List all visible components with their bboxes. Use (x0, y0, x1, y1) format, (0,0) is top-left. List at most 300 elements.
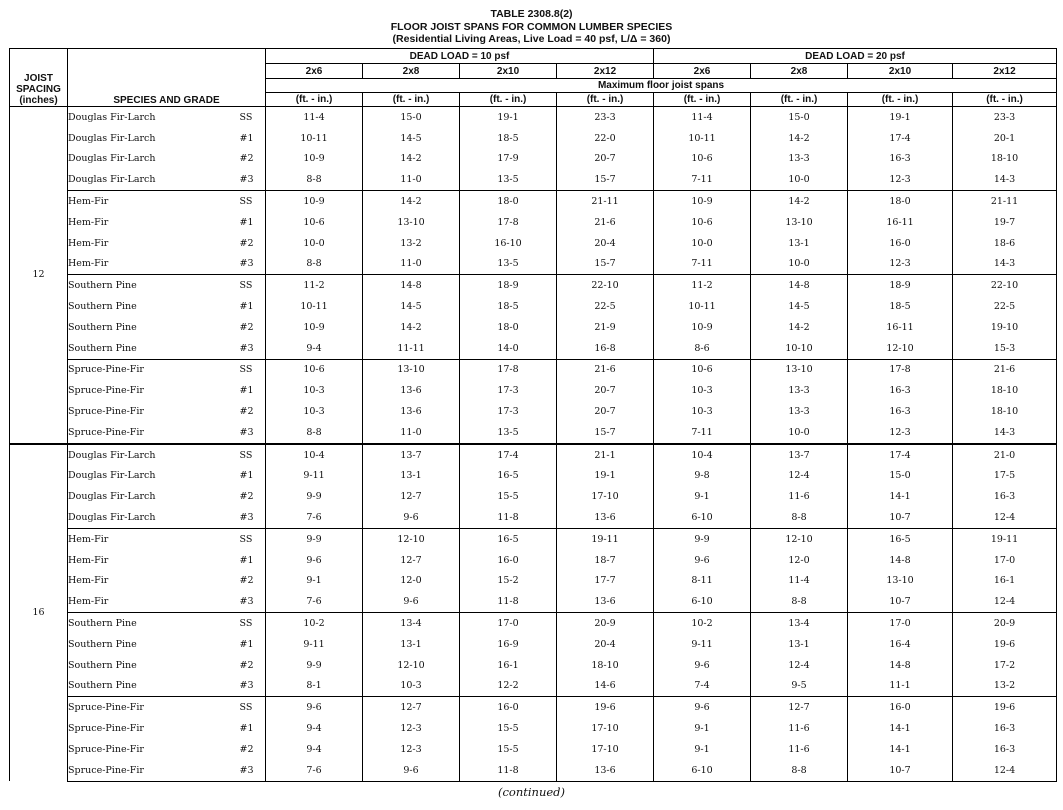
span-value: 9-4 (266, 338, 363, 359)
grade: #3 (240, 338, 266, 359)
span-value: 16-3 (848, 149, 953, 170)
span-value: 13-10 (751, 359, 848, 380)
table-row (10, 107, 1057, 128)
span-value: 16-11 (848, 212, 953, 233)
span-value: 11-11 (363, 338, 460, 359)
span-value: 16-1 (953, 571, 1057, 592)
span-value: 12-10 (363, 655, 460, 676)
grade: #2 (240, 401, 266, 422)
span-value: 13-4 (363, 613, 460, 634)
species-name: Douglas Fir-Larch (68, 153, 156, 165)
span-value: 11-8 (460, 507, 557, 528)
table-header (10, 49, 1057, 107)
span-value: 13-2 (363, 233, 460, 254)
grade: #1 (240, 550, 266, 571)
joist-spacing-header-line2: SPACING (16, 84, 61, 95)
span-value: 16-3 (953, 486, 1057, 507)
span-value: 17-4 (848, 444, 953, 466)
span-value: 18-10 (953, 380, 1057, 401)
size-header: 2x12 (953, 64, 1057, 79)
span-value: 14-5 (363, 296, 460, 317)
span-value: 11-0 (363, 254, 460, 275)
span-value: 12-4 (751, 655, 848, 676)
table-row (10, 233, 1057, 254)
table-title: FLOOR JOIST SPANS FOR COMMON LUMBER SPECIES (390, 21, 673, 33)
species-name: Douglas Fir-Larch (68, 132, 156, 144)
span-value: 10-3 (363, 676, 460, 697)
span-value: 13-7 (363, 444, 460, 466)
span-value: 14-2 (363, 149, 460, 170)
size-header: 2x8 (751, 64, 848, 79)
span-value: 11-1 (848, 676, 953, 697)
span-value: 14-8 (848, 655, 953, 676)
unit-header: (ft. - in.) (557, 93, 654, 107)
span-value: 20-7 (557, 401, 654, 422)
span-value: 21-11 (953, 191, 1057, 212)
span-value: 13-3 (751, 149, 848, 170)
span-value: 22-5 (953, 296, 1057, 317)
unit-header: (ft. - in.) (953, 93, 1057, 107)
span-value: 15-5 (460, 486, 557, 507)
species-name: Douglas Fir-Larch (68, 174, 156, 186)
span-value: 17-4 (848, 128, 953, 149)
span-value: 8-1 (266, 676, 363, 697)
size-header: 2x10 (848, 64, 953, 79)
span-value: 10-9 (654, 317, 751, 338)
span-value: 22-10 (557, 275, 654, 296)
table-subtitle: (Residential Living Areas, Live Load = 40 psf, L/Δ = 360) (392, 33, 671, 45)
span-value: 10-11 (266, 128, 363, 149)
table-row (10, 550, 1057, 571)
table-number: TABLE 2308.8(2) (490, 8, 573, 20)
table-row (10, 359, 1057, 380)
span-value: 15-7 (557, 254, 654, 275)
span-value: 21-6 (557, 212, 654, 233)
unit-header: (ft. - in.) (751, 93, 848, 107)
grade: #3 (240, 676, 266, 697)
span-value: 10-4 (654, 444, 751, 466)
span-value: 9-11 (654, 634, 751, 655)
span-value: 10-11 (266, 296, 363, 317)
species-name: Douglas Fir-Larch (68, 470, 156, 482)
unit-header: (ft. - in.) (363, 93, 460, 107)
span-value: 11-6 (751, 486, 848, 507)
span-value: 16-1 (460, 655, 557, 676)
table-row (10, 486, 1057, 507)
grade: #2 (240, 317, 266, 338)
span-value: 20-9 (557, 613, 654, 634)
span-value: 18-0 (848, 191, 953, 212)
species-name: Southern Pine (68, 638, 137, 650)
grade: #1 (240, 718, 266, 739)
span-value: 7-6 (266, 507, 363, 528)
span-value: 7-11 (654, 422, 751, 444)
span-value: 11-4 (751, 571, 848, 592)
table-row (10, 697, 1057, 718)
span-value: 10-3 (654, 380, 751, 401)
span-value: 17-0 (460, 613, 557, 634)
span-value: 11-4 (654, 107, 751, 128)
table-row (10, 676, 1057, 697)
species-name: Hem-Fir (68, 191, 240, 212)
span-value: 9-4 (266, 718, 363, 739)
span-value: 19-10 (953, 317, 1057, 338)
span-value: 10-6 (654, 149, 751, 170)
table-row (10, 296, 1057, 317)
span-value: 14-2 (751, 191, 848, 212)
grade: #1 (240, 128, 266, 149)
span-value: 7-11 (654, 169, 751, 190)
joist-spacing-header-line3: (inches) (19, 95, 58, 106)
span-value: 12-7 (363, 697, 460, 718)
span-value: 10-9 (266, 191, 363, 212)
span-value: 10-0 (654, 233, 751, 254)
span-value: 10-11 (654, 128, 751, 149)
species-name: Southern Pine (68, 659, 137, 671)
species-name: Hem-Fir (68, 216, 109, 228)
span-value: 10-6 (266, 212, 363, 233)
span-value: 15-5 (460, 718, 557, 739)
span-value: 12-7 (751, 697, 848, 718)
span-value: 21-0 (953, 444, 1057, 466)
span-value: 12-2 (460, 676, 557, 697)
span-value: 17-10 (557, 739, 654, 760)
species-name: Hem-Fir (68, 258, 109, 270)
span-value: 11-0 (363, 169, 460, 190)
span-value: 13-6 (363, 401, 460, 422)
table-row (10, 275, 1057, 296)
unit-header: (ft. - in.) (460, 93, 557, 107)
species-name: Spruce-Pine-Fir (68, 359, 240, 380)
span-value: 17-8 (460, 359, 557, 380)
span-value: 22-0 (557, 128, 654, 149)
grade: #1 (240, 212, 266, 233)
span-value: 21-1 (557, 444, 654, 466)
span-value: 6-10 (654, 507, 751, 528)
grade: #3 (240, 169, 266, 190)
span-value: 20-4 (557, 233, 654, 254)
span-value: 16-0 (460, 697, 557, 718)
table-row (10, 422, 1057, 444)
span-value: 19-6 (953, 634, 1057, 655)
species-name: Spruce-Pine-Fir (68, 723, 144, 734)
grade: #3 (240, 760, 266, 781)
table-row (10, 634, 1057, 655)
span-value: 10-0 (266, 233, 363, 254)
span-value: 19-1 (557, 466, 654, 487)
span-value: 17-5 (953, 466, 1057, 487)
span-value: 12-3 (848, 169, 953, 190)
span-value: 14-1 (848, 718, 953, 739)
grade: #2 (240, 739, 266, 760)
span-value: 10-7 (848, 591, 953, 612)
species-name: Southern Pine (68, 680, 137, 692)
table-row (10, 254, 1057, 275)
span-value: 9-6 (654, 697, 751, 718)
table-row (10, 613, 1057, 634)
species-name: Hem-Fir (68, 596, 109, 608)
span-value: 20-9 (953, 613, 1057, 634)
span-value: 17-0 (848, 613, 953, 634)
span-value: 13-1 (751, 634, 848, 655)
grade: #1 (240, 634, 266, 655)
species-name: Spruce-Pine-Fir (68, 760, 240, 781)
span-value: 23-3 (953, 107, 1057, 128)
span-value: 13-10 (363, 212, 460, 233)
span-value: 8-8 (751, 507, 848, 528)
span-value: 9-1 (654, 486, 751, 507)
table-row (10, 718, 1057, 739)
span-value: 13-10 (751, 212, 848, 233)
span-value: 16-5 (848, 528, 953, 549)
span-value: 9-5 (751, 676, 848, 697)
span-value: 21-11 (557, 191, 654, 212)
span-value: 20-4 (557, 634, 654, 655)
span-value: 8-11 (654, 571, 751, 592)
span-value: 20-7 (557, 149, 654, 170)
span-value: 21-9 (557, 317, 654, 338)
span-value: 18-6 (953, 233, 1057, 254)
table-row (10, 571, 1057, 592)
span-value: 20-1 (953, 128, 1057, 149)
span-value: 17-4 (460, 444, 557, 466)
span-value: 15-0 (363, 107, 460, 128)
span-value: 13-3 (751, 401, 848, 422)
span-value: 10-6 (654, 212, 751, 233)
span-value: 14-2 (751, 317, 848, 338)
species-name: Douglas Fir-Larch (68, 512, 156, 524)
table-row (10, 212, 1057, 233)
grade: #2 (240, 149, 266, 170)
span-value: 8-8 (266, 254, 363, 275)
span-value: 17-3 (460, 380, 557, 401)
span-value: 7-11 (654, 254, 751, 275)
span-value: 14-0 (460, 338, 557, 359)
span-value: 13-10 (363, 359, 460, 380)
table-row (10, 507, 1057, 528)
span-value: 22-10 (953, 275, 1057, 296)
continued-note: (continued) (497, 785, 566, 799)
span-value: 10-4 (266, 444, 363, 466)
joist-spacing-value: 12 (10, 107, 68, 444)
span-value: 18-5 (460, 128, 557, 149)
grade: #1 (240, 466, 266, 487)
span-value: 12-10 (848, 338, 953, 359)
span-value: 13-6 (557, 760, 654, 781)
table-row (10, 760, 1057, 781)
grade: #3 (240, 507, 266, 528)
span-value: 10-0 (751, 254, 848, 275)
span-value: 18-0 (460, 317, 557, 338)
span-value: 19-11 (953, 528, 1057, 549)
species-name: Hem-Fir (68, 554, 109, 566)
span-value: 10-2 (266, 613, 363, 634)
span-value: 16-5 (460, 466, 557, 487)
span-value: 14-3 (953, 422, 1057, 444)
span-value: 21-6 (953, 359, 1057, 380)
span-value: 13-5 (460, 422, 557, 444)
table-row (10, 191, 1057, 212)
span-value: 17-0 (953, 550, 1057, 571)
span-value: 10-6 (266, 359, 363, 380)
span-value: 19-6 (557, 697, 654, 718)
span-value: 12-3 (848, 422, 953, 444)
grade: SS (240, 613, 266, 634)
span-value: 10-7 (848, 507, 953, 528)
span-value: 11-6 (751, 718, 848, 739)
table-row (10, 128, 1057, 149)
span-value: 12-0 (751, 550, 848, 571)
span-value: 13-2 (953, 676, 1057, 697)
span-value: 10-3 (266, 380, 363, 401)
table-row (10, 528, 1057, 549)
grade: #2 (240, 486, 266, 507)
span-value: 23-3 (557, 107, 654, 128)
span-value: 10-2 (654, 613, 751, 634)
max-spans-header: Maximum floor joist spans (266, 79, 1057, 93)
floor-joist-span-table (9, 48, 1057, 782)
span-value: 10-7 (848, 760, 953, 781)
span-value: 9-1 (654, 739, 751, 760)
span-value: 12-7 (363, 550, 460, 571)
unit-header: (ft. - in.) (654, 93, 751, 107)
span-value: 14-3 (953, 169, 1057, 190)
span-value: 14-2 (363, 317, 460, 338)
span-value: 20-7 (557, 380, 654, 401)
span-value: 18-0 (460, 191, 557, 212)
span-value: 10-9 (654, 191, 751, 212)
span-value: 9-6 (266, 697, 363, 718)
span-value: 11-6 (751, 739, 848, 760)
table-row (10, 466, 1057, 487)
table-body (10, 107, 1057, 782)
span-value: 12-4 (751, 466, 848, 487)
span-value: 7-6 (266, 591, 363, 612)
span-value: 15-5 (460, 739, 557, 760)
grade: SS (240, 107, 266, 128)
span-value: 17-2 (953, 655, 1057, 676)
grade: #2 (240, 571, 266, 592)
span-value: 16-11 (848, 317, 953, 338)
unit-header: (ft. - in.) (848, 93, 953, 107)
span-value: 10-11 (654, 296, 751, 317)
species-name: Spruce-Pine-Fir (68, 385, 144, 397)
span-value: 13-4 (751, 613, 848, 634)
span-value: 14-2 (751, 128, 848, 149)
span-value: 22-5 (557, 296, 654, 317)
grade: SS (240, 528, 266, 549)
span-value: 16-3 (953, 718, 1057, 739)
span-value: 13-6 (557, 507, 654, 528)
span-value: 11-8 (460, 591, 557, 612)
span-value: 14-8 (363, 275, 460, 296)
span-value: 9-1 (266, 571, 363, 592)
span-value: 9-6 (654, 655, 751, 676)
span-value: 18-5 (848, 296, 953, 317)
span-value: 18-10 (953, 149, 1057, 170)
span-value: 16-10 (460, 233, 557, 254)
span-value: 13-6 (363, 380, 460, 401)
species-grade-header: SPECIES AND GRADE (68, 49, 266, 107)
species-name: Spruce-Pine-Fir (68, 406, 144, 418)
span-value: 14-2 (363, 191, 460, 212)
span-value: 17-10 (557, 718, 654, 739)
span-value: 12-3 (363, 718, 460, 739)
span-value: 15-2 (460, 571, 557, 592)
span-value: 12-7 (363, 486, 460, 507)
span-value: 18-5 (460, 296, 557, 317)
span-value: 13-1 (751, 233, 848, 254)
grade: #3 (240, 591, 266, 612)
span-value: 6-10 (654, 591, 751, 612)
span-value: 10-6 (654, 359, 751, 380)
table-row (10, 591, 1057, 612)
span-value: 7-6 (266, 760, 363, 781)
span-value: 15-0 (848, 466, 953, 487)
species-name: Southern Pine (68, 275, 240, 296)
span-value: 10-9 (266, 149, 363, 170)
span-value: 21-6 (557, 359, 654, 380)
grade: #3 (240, 254, 266, 275)
table-row (10, 739, 1057, 760)
span-value: 11-8 (460, 760, 557, 781)
span-value: 16-5 (460, 528, 557, 549)
species-name: Southern Pine (68, 301, 137, 313)
span-value: 9-11 (266, 466, 363, 487)
span-value: 12-3 (848, 254, 953, 275)
span-value: 18-7 (557, 550, 654, 571)
span-value: 18-10 (953, 401, 1057, 422)
table-row (10, 655, 1057, 676)
grade: SS (240, 444, 266, 466)
joist-spacing-value: 16 (10, 444, 68, 781)
span-value: 11-2 (266, 275, 363, 296)
species-name: Southern Pine (68, 342, 137, 354)
table-row (10, 380, 1057, 401)
species-name: Hem-Fir (68, 575, 109, 587)
span-value: 13-7 (751, 444, 848, 466)
table-row (10, 169, 1057, 190)
span-value: 9-6 (266, 550, 363, 571)
span-value: 16-3 (953, 739, 1057, 760)
span-value: 16-3 (848, 401, 953, 422)
span-value: 19-1 (848, 107, 953, 128)
span-value: 19-1 (460, 107, 557, 128)
span-value: 9-6 (363, 591, 460, 612)
span-value: 17-8 (848, 359, 953, 380)
span-value: 9-9 (266, 486, 363, 507)
span-value: 10-3 (654, 401, 751, 422)
span-value: 17-10 (557, 486, 654, 507)
species-name: Spruce-Pine-Fir (68, 743, 144, 755)
species-name: Douglas Fir-Larch (68, 491, 156, 503)
dead-load-10-header: DEAD LOAD = 10 psf (266, 49, 654, 64)
span-value: 18-9 (460, 275, 557, 296)
species-name: Douglas Fir-Larch (68, 107, 240, 128)
grade: #1 (240, 296, 266, 317)
span-value: 9-6 (363, 507, 460, 528)
span-value: 12-0 (363, 571, 460, 592)
table-row (10, 401, 1057, 422)
species-name: Spruce-Pine-Fir (68, 426, 144, 438)
span-value: 15-0 (751, 107, 848, 128)
span-value: 14-1 (848, 739, 953, 760)
species-name: Spruce-Pine-Fir (68, 697, 240, 718)
span-value: 14-1 (848, 486, 953, 507)
span-value: 14-8 (751, 275, 848, 296)
span-value: 14-5 (363, 128, 460, 149)
span-value: 19-6 (953, 697, 1057, 718)
